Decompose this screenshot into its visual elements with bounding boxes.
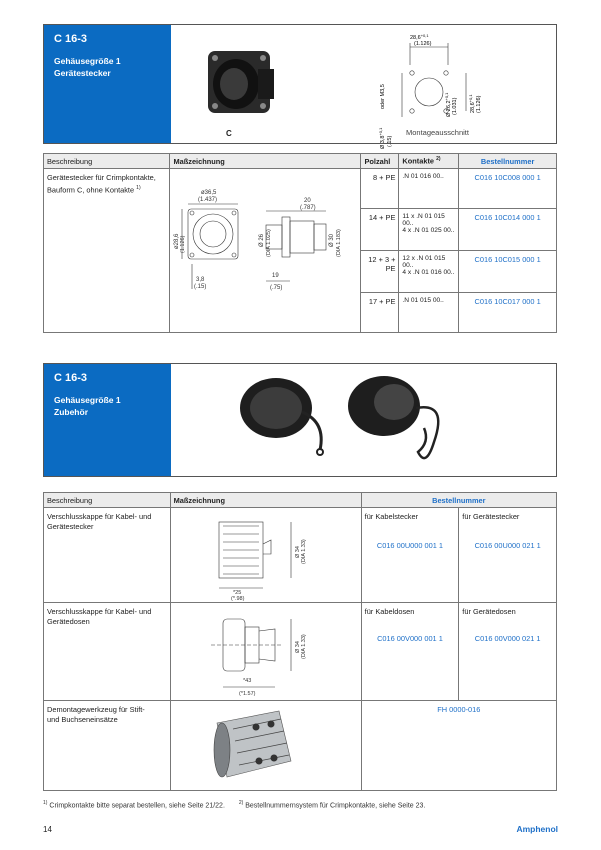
row-description: [44, 169, 170, 333]
footnote1: Crimpkontakte bitte separat bestellen, siehe Seite 21/22.: [49, 802, 225, 810]
option-label: für Gerätestecker: [462, 512, 520, 521]
cap-ribs: [223, 526, 259, 574]
cutout-circle: [415, 78, 443, 106]
section2-subtitle-line1: Gehäusegröße 1: [54, 395, 121, 405]
drawing-hole: [232, 211, 236, 215]
dim-d7: 19: [272, 273, 280, 279]
bestellnummer-cell[interactable]: C016 10C017 000 1: [459, 293, 557, 333]
th-masszeichnung: Maßzeichnung: [170, 154, 361, 169]
row-description: Verschlusskappe für Kabel- und Gerätedosen: [44, 603, 171, 701]
connector-dimension-drawing: [170, 169, 360, 331]
section2-subtitle-line2: Zubehör: [54, 407, 88, 417]
mount-hole: [410, 71, 414, 75]
drawing-hole: [232, 253, 236, 257]
desc-line2: Bauform C, ohne Kontakte $^{1)}$: [47, 185, 141, 195]
row-description: Verschlusskappe für Kabel- und Gerätestecker: [44, 508, 171, 603]
row-drawing: [170, 169, 361, 333]
cap-photo-right: [348, 376, 438, 458]
footnote1-marker: 1): [43, 800, 48, 806]
polzahl-cell: 12 + 3 + PE: [361, 251, 399, 293]
cap-device-plug-cell: [459, 508, 557, 603]
dim-d6: 3,8: [196, 277, 205, 283]
drawing-front-barrel: [193, 214, 233, 254]
kontakte-cell: 11 x .N 01 015 00.. 4 x .N 01 025 00..: [399, 209, 459, 251]
row-drawing: [170, 701, 361, 791]
desc-line1: Gerätestecker für Crimpkontakte,: [47, 173, 156, 182]
removal-tool-bestellnummer[interactable]: FH 0000-016: [361, 701, 556, 791]
dim-d3-inch: (DIA 1.025): [266, 229, 273, 257]
dim-d6-inch: (.15): [194, 284, 207, 290]
section2-subtitle: [54, 394, 121, 418]
dim-b: Ø 34: [294, 641, 301, 653]
th2-beschreibung: Beschreibung: [44, 493, 171, 508]
row-drawing: [170, 603, 361, 701]
th-polzahl: Polzahl: [361, 154, 399, 169]
photo-caption: C: [226, 129, 232, 138]
cap-photo-left: [240, 378, 323, 455]
section1-subtitle-line2: Gerätestecker: [54, 68, 111, 78]
dim-a-inch: (*1.57): [238, 691, 256, 697]
connector-rear: [258, 69, 274, 99]
bestellnummer-cell[interactable]: C016 10C015 000 1: [459, 251, 557, 293]
kontakte-cell: .N 01 016 00..: [399, 169, 459, 209]
brand-logo: Amphenol: [516, 824, 558, 834]
cap-device-socket-cell: [459, 603, 557, 701]
dim-d4: 20: [304, 198, 312, 204]
drawing-hole: [190, 253, 194, 257]
polzahl-cell: 8 + PE: [361, 169, 399, 209]
row-drawing: [170, 508, 361, 603]
dim-b: Ø 34: [294, 546, 301, 558]
drawing-hole: [190, 211, 194, 215]
cap-drawing-2: [171, 603, 361, 700]
page-number: 14: [43, 825, 52, 834]
th-bestellnummer: Bestellnummer: [459, 154, 557, 169]
connector-face: [220, 68, 248, 100]
section1-title: C 16-3: [54, 33, 88, 45]
th2-bestellnummer: Bestellnummer: [361, 493, 556, 508]
dim-d2: ø28,6: [174, 233, 181, 249]
mount-hole: [410, 109, 414, 113]
drawing-side-body: [290, 221, 314, 253]
drawing-side-rear: [314, 224, 326, 250]
caps-photo: [234, 372, 464, 472]
dim-b-inch: (DIA 1.33): [300, 634, 307, 659]
cutout-dim-dia-inch: (1.031): [452, 97, 458, 115]
table-row: [44, 169, 557, 209]
bestellnummer-cell[interactable]: C016 10C008 000 1: [459, 169, 557, 209]
removal-tool-photo: [171, 701, 361, 790]
accessory-table: [43, 492, 557, 791]
option-label: für Kabeldosen: [364, 607, 415, 616]
section2-header-box: [43, 363, 557, 477]
th-kontakte: Kontakte $^{2)}$: [399, 154, 459, 169]
table-row: [44, 701, 557, 791]
kontakte-cell: .N 01 015 00..: [399, 293, 459, 333]
screw-hole: [212, 55, 218, 61]
table2-header-row: [44, 493, 557, 508]
th2-masszeichnung: Maßzeichnung: [170, 493, 361, 508]
table-row: [44, 603, 557, 701]
th-beschreibung: Beschreibung: [44, 154, 170, 169]
cap-tab: [263, 540, 271, 554]
drawing-front-face: [200, 221, 226, 247]
cutout-dim-right-inch: (1.126): [476, 95, 482, 113]
connector-photo: [202, 37, 282, 132]
option-label: für Gerätedosen: [462, 607, 516, 616]
dim-d3: Ø 26: [259, 233, 266, 247]
removal-tool: [214, 711, 291, 777]
dim-d5-inch: (DIA 1.183): [336, 229, 343, 257]
bestellnummer-cell[interactable]: C016 00U000 021 1: [474, 541, 541, 550]
connector-table: [43, 153, 557, 333]
dim-a: *25: [232, 590, 241, 596]
footnotes: [43, 800, 425, 809]
screw-hole: [212, 103, 218, 109]
dim-d5: Ø 30: [329, 233, 336, 247]
cutout-dim-right: $28,6^{+0,1}$: [468, 94, 476, 113]
bestellnummer-cell[interactable]: C016 10C014 000 1: [459, 209, 557, 251]
cap-drawing-1: [171, 508, 361, 602]
dim-d1-inch: (1.437): [198, 197, 218, 203]
section1-subtitle: [54, 55, 121, 79]
screw-hole: [260, 55, 266, 61]
dim-a-inch: (*.98): [230, 596, 245, 602]
drawing-front-flange: [188, 209, 238, 259]
footnote2-marker: 2): [238, 800, 244, 806]
bestellnummer-cell[interactable]: C016 00U000 001 1: [376, 541, 444, 550]
bestellnummer-cell[interactable]: C016 00V000 021 1: [474, 634, 541, 643]
dim-a: *43: [242, 678, 251, 684]
cutout-dim-hole-inch: (.15): [387, 135, 393, 147]
dim-d7-inch: (.75): [270, 285, 283, 291]
cutout-caption: Montageausschnitt: [406, 128, 469, 137]
section2-blue-panel: [44, 364, 171, 476]
polzahl-cell: 17 + PE: [361, 293, 399, 333]
section1-blue-panel: [44, 25, 171, 143]
cutout-dim-hole: Ø $3,8^{+0,1}$: [378, 127, 386, 149]
footnote2: Bestellnummernsystem für Crimpkontakte, siehe Seite 23.: [245, 802, 426, 810]
cutout-thread: oder M3,5: [380, 84, 386, 109]
mount-hole: [444, 71, 448, 75]
drawing-side-flange: [282, 217, 290, 257]
screw-hole: [260, 103, 266, 109]
cutout-dim-top-inch: (1.126): [414, 41, 432, 47]
cutout-dim-top: $28,6^{+0,1}$: [410, 33, 429, 41]
section2-title: C 16-3: [54, 372, 88, 384]
polzahl-cell: 14 + PE: [361, 209, 399, 251]
dim-d4-inch: (.787): [300, 205, 317, 211]
dim-d2-inch: (1.126): [180, 235, 187, 253]
dim-d1: ø36,5: [201, 190, 217, 196]
row-description: Demontagewerkzeug für Stift- und Buchseneinsätze: [44, 701, 171, 791]
table-row: [44, 508, 557, 603]
cap-cable-socket-cell: [361, 603, 459, 701]
cutout-dim-dia: Ø $26,2^{+0,1}$: [444, 92, 452, 117]
section1-header-box: [43, 24, 557, 149]
dim-b-inch: (DIA 1.33): [300, 539, 307, 564]
section1-subtitle-line1: Gehäusegröße 1: [54, 56, 121, 66]
cap-cable-plug-cell: [361, 508, 459, 603]
table1-header-row: [44, 154, 557, 169]
option-label: für Kabelstecker: [364, 512, 419, 521]
kontakte-cell: 12 x .N 01 015 00.. 4 x .N 01 016 00..: [399, 251, 459, 293]
bestellnummer-cell[interactable]: C016 00V000 001 1: [377, 634, 443, 643]
